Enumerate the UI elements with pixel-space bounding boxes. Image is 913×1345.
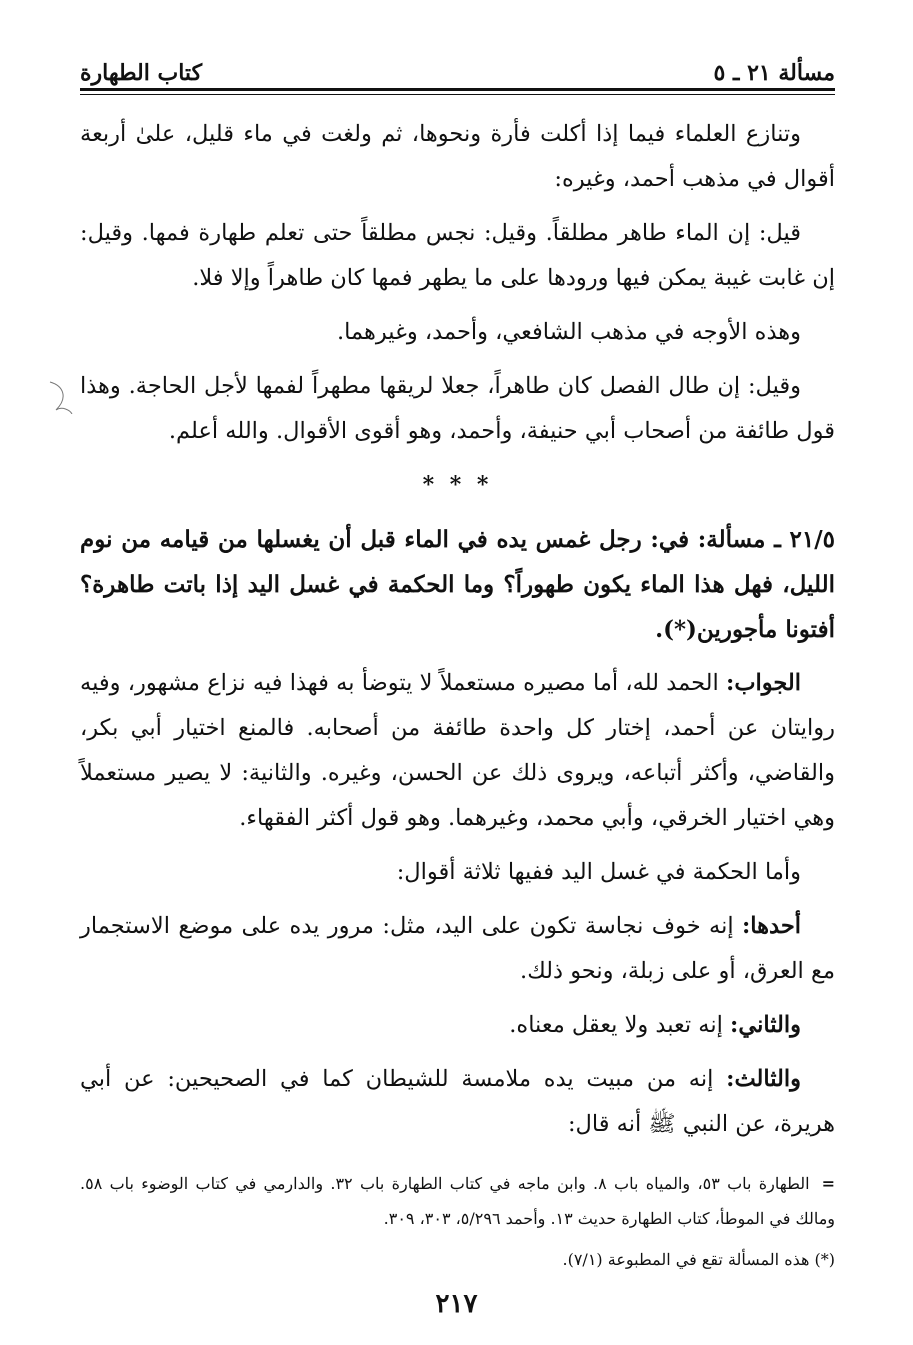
third-opinion bbox=[80, 1057, 835, 1147]
answer-label: الجواب: bbox=[726, 670, 802, 696]
footnotes bbox=[80, 1166, 835, 1277]
second-opinion-text: إنه تعبد ولا يعقل معناه. bbox=[509, 1012, 723, 1038]
answer-paragraph bbox=[80, 661, 835, 841]
paragraph-three-opinions: قيل: إن الماء طاهر مطلقاً. وقيل: نجس مطلقاً حتى تعلم طهارة فمها. وقيل: إن غابت غيبة يمكن فيها ورودها على ما يطهر فمها كان طاهراً وإلا فلا. bbox=[80, 220, 835, 291]
section-separator: * * * bbox=[422, 472, 493, 498]
first-opinion-text: إنه خوف نجاسة تكون على اليد، مثل: مرور يده على موضع الاستجمار مع العرق، أو على زبلة، ونحو ذلك. bbox=[80, 913, 835, 984]
paragraph-mouse-saliva: وتنازع العلماء فيما إذا أكلت فأرة ونحوها، ثم ولغت في ماء قليل، علىٰ أربعة أقوال في مذهب أحمد، وغيره: bbox=[80, 121, 835, 192]
footnote-continued bbox=[80, 1166, 835, 1236]
header-book-title: كتاب الطهارة bbox=[80, 60, 203, 86]
header-rule-thin bbox=[80, 94, 835, 95]
paragraph-long-interval: وقيل: إن طال الفصل كان طاهراً، جعلا لريقها مطهراً لفمها لأجل الحاجة. وهذا قول طائفة من أصحاب أبي حنيفة، وأحمد، وهو أقوى الأقوال. والله أعلم. bbox=[80, 373, 835, 444]
first-opinion-label: أحدها: bbox=[742, 913, 801, 939]
first-opinion bbox=[80, 904, 835, 994]
main-text bbox=[80, 112, 835, 1156]
paragraph-madhhab-views: وهذه الأوجه في مذهب الشافعي، وأحمد، وغيرهما. bbox=[337, 319, 801, 345]
margin-bracket-mark bbox=[44, 380, 74, 414]
third-opinion-label: والثالث: bbox=[726, 1066, 802, 1092]
header-rule bbox=[80, 88, 835, 91]
question-heading: ٢١/٥ ـ مسألة: في: رجل غمس يده في الماء قبل أن يغسلها من قيامه من نوم الليل، فهل هذا الماء يكون طهوراً؟ وما الحكمة في غسل اليد إذا باتت طاهرة؟ أفتونا مأجورين(*). bbox=[80, 526, 835, 643]
running-header bbox=[80, 52, 835, 86]
third-opinion-text: إنه من مبيت يده ملامسة للشيطان كما في الصحيحين: عن أبي هريرة، عن النبي ﷺ أنه قال: bbox=[80, 1066, 835, 1137]
footnote-continuation-mark: = bbox=[821, 1174, 836, 1193]
second-opinion bbox=[80, 1003, 835, 1048]
wisdom-intro: وأما الحكمة في غسل اليد ففيها ثلاثة أقوال: bbox=[396, 859, 801, 885]
footnote-asterisk: (*) هذه المسألة تقع في المطبوعة (٧/١). bbox=[562, 1250, 835, 1269]
footnote-continued-text: الطهارة باب ٥٣، والمياه باب ٨. وابن ماجه في كتاب الطهارة باب ٣٢. والدارمي في كتاب الوضوء باب ٥٨. ومالك في الموطأ، كتاب الطهارة حديث ١٣. وأحمد ٥/٢٩٦، ٣٠٣، ٣٠٩. bbox=[80, 1174, 835, 1228]
page-number: ٢١٧ bbox=[435, 1289, 478, 1319]
second-opinion-label: والثاني: bbox=[730, 1012, 801, 1038]
answer-text: الحمد لله، أما مصيره مستعملاً لا يتوضأ به فهذا فيه نزاع مشهور، وفيه روايتان عن أحمد، إختار كل واحدة طائفة من أصحابه. فالمنع اختيار أبي بكر، والقاضي، وأكثر أتباعه، ويروى ذلك عن الحسن، وغيره. والثانية: لا يصير مستعملاً وهي اختيار الخرقي، وأبي محمد، وغيرهما. وهو قول أكثر الفقهاء. bbox=[80, 670, 835, 831]
header-issue-number: مسألة ٢١ ـ ٥ bbox=[713, 60, 835, 86]
